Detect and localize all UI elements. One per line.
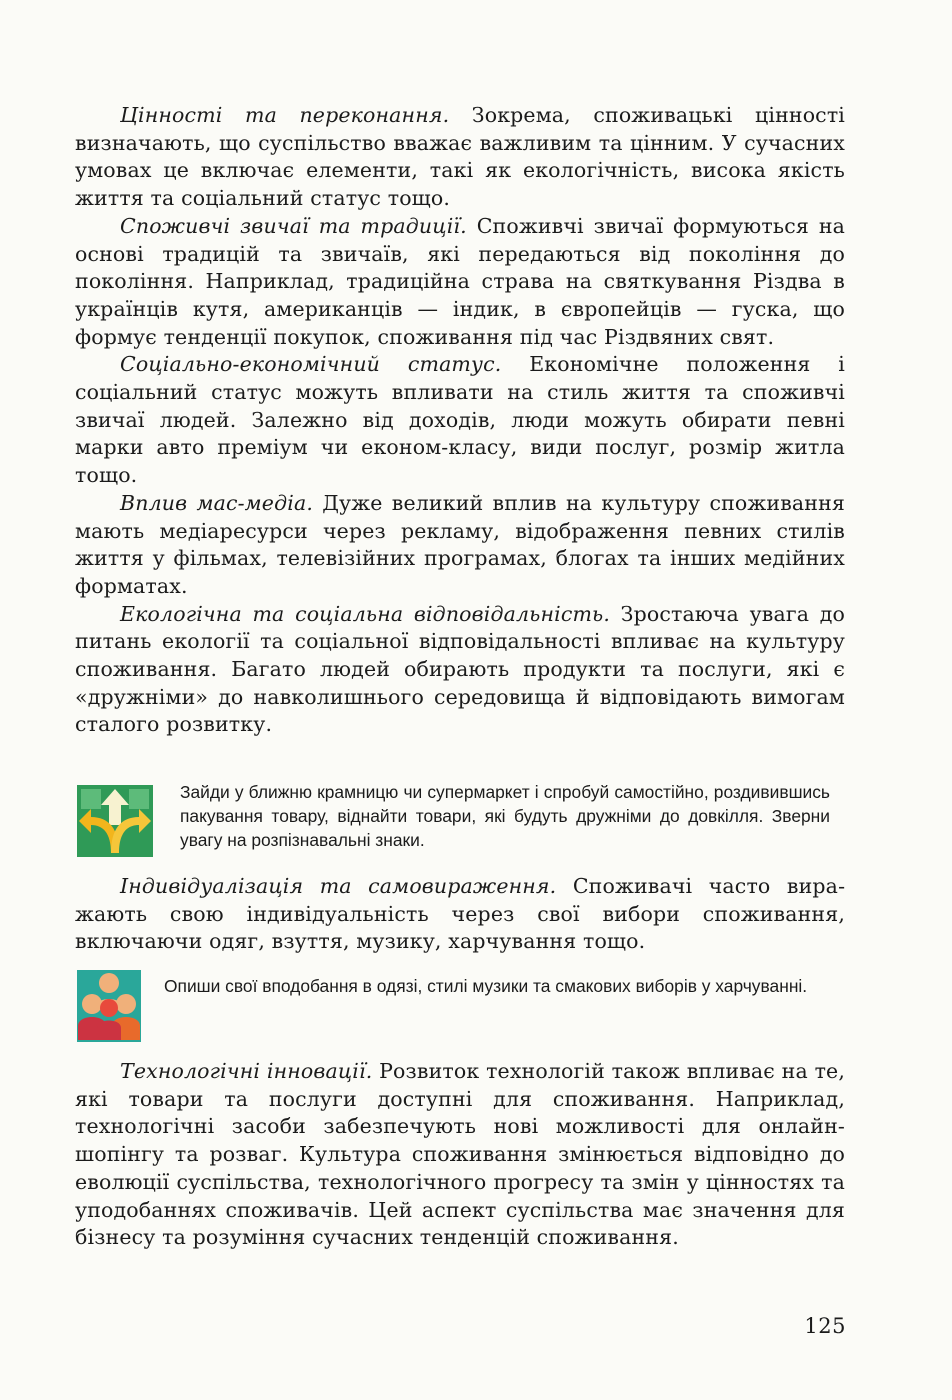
main-text-top [75,102,845,739]
term-individual: Індивідуалізація та самовираження. [120,874,557,898]
people-group-icon [77,970,141,1042]
paragraph-media [75,490,845,601]
paragraph-individual [75,873,845,956]
paragraph-customs-text: Споживчі звичаї формуються на основі традицій та звичаїв, які передаються від покоління до покоління. Наприклад, традиційна страва на святкування Різдва в українців кутя, американців — індик, в європейців — гуска, що формує тенденції покупок, споживання під час Різдвяних свят. [75,213,845,349]
paragraph-ecology [75,601,845,740]
paragraph-status-text: Економічне положення і соціальний статус можуть впливати на стиль життя та споживчі звичаї людей. Залежно від доходів, люди можуть обирати певні марки авто преміум чи економ-класу, види послуг, розмір житла тощо. [75,352,845,488]
paragraph-customs [75,213,845,352]
paragraph-values-text: Зокрема, споживацькі цінності визначають, що суспільство вважає важливим та цінним. У сучасних умовах це включає елементи, такі як екологічність, висока якість життя та соціальний статус тощо. [75,103,846,211]
term-values: Цінності та переконання. [120,103,450,127]
term-ecology: Екологічна та соціальна відповідальність. [120,601,611,626]
paragraph-values [75,102,845,213]
term-status: Соціально-економічний статус. [120,352,502,377]
task-box-store [75,780,845,860]
arrows-directions-icon [77,785,153,857]
term-tech: Технологічні інновації. [120,1059,373,1083]
term-media: Вплив мас-медіа. [120,490,313,515]
task-text-preferences: Опиши свої вподобання в одязі, стилі музики та смакових виборів у харчуванні. [164,976,808,996]
paragraph-media-text: Дуже великий вплив на культуру споживання мають медіаресурси через рекламу, відображення певних стилів життя у фільмах, телевізійних програмах, блогах та інших медійних форматах. [75,490,845,598]
task-text-store: Зайди у ближню крамницю чи супермаркет і спробуй самостійно, роздивившись пакування товару, віднайти товари, які будуть дружніми до довкілля. Зверни увагу на розпізнавальні знаки. [180,782,830,850]
paragraph-individual-text: Споживачі часто виражають свою індивідуальність через свої вибори споживання, включаючи одяг, взуття, музику, харчування тощо. [75,874,845,954]
main-text-bottom [75,1058,845,1252]
task-box-preferences [75,970,845,1050]
page-number: 125 [804,1314,846,1338]
paragraph-status [75,351,845,490]
paragraph-ecology-text: Зростаюча увага до питань екології та соціальної відповідальності впливає на культуру споживання. Багато людей обирають продукти та послуги, які є «дружніми» до навколишнього середовища й відповідають вимогам сталого розвитку. [75,601,846,737]
main-text-middle [75,873,845,956]
paragraph-tech [75,1058,845,1252]
paragraph-tech-text: Розвиток технологій також впливає на те, які товари та послуги доступні для споживання. Наприклад, технологічні засоби забезпечують нові можливості для онлайн-шопінгу та розваг. Культура споживання змінюється відповідно до еволюції суспільства, технологічного прогресу та змін у цінностях та уподобаннях споживачів. Цей аспект суспільства має значення для бізнесу та розуміння сучасних тенденцій споживання. [75,1059,846,1250]
term-customs: Споживчі звичаї та традиції. [120,213,467,238]
